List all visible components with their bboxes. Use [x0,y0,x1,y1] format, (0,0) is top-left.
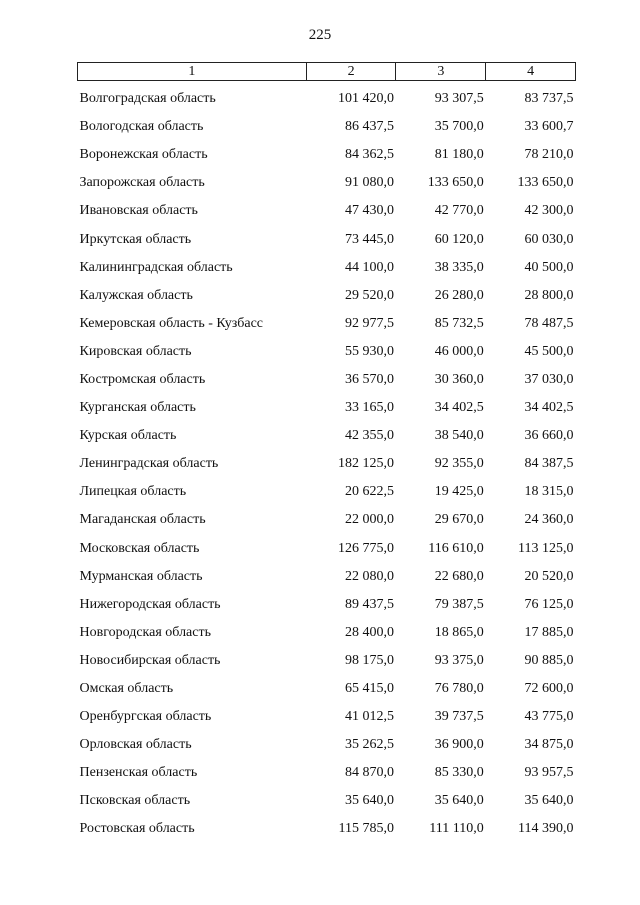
table-row [78,478,576,506]
value-col-2-cell: 55 930,0 [344,343,394,359]
value-col-4-cell: 24 360,0 [524,512,574,528]
value-col-3-cell: 29 670,0 [434,512,484,528]
value-col-4-cell: 34 402,5 [524,400,574,416]
value-col-4-cell: 36 660,0 [524,428,574,444]
value-col-3-cell: 93 307,5 [434,91,484,107]
header-col-3: 3 [396,63,486,81]
value-col-2-cell: 101 420,0 [337,91,394,107]
header-col-4: 4 [486,63,576,81]
table-row [78,731,576,759]
value-col-4-cell: 78 487,5 [524,315,574,331]
value-col-4-cell: 76 125,0 [524,596,574,612]
region-name-cell: Ростовская область [79,821,195,837]
table-row [78,254,576,282]
region-name-cell: Курская область [79,428,177,444]
value-col-4-cell: 78 210,0 [524,147,574,163]
region-name-cell: Костромская область [79,371,206,387]
region-name-cell: Кировская область [79,343,192,359]
region-name-cell: Запорожская область [79,175,205,191]
page-number: 225 [308,27,332,43]
value-col-2-cell: 44 100,0 [344,259,394,275]
table-row [78,563,576,591]
region-name-cell: Калужская область [79,287,193,303]
value-col-4-cell: 37 030,0 [524,371,574,387]
table-row [78,338,576,366]
table-row [78,141,576,169]
value-col-2-cell: 22 000,0 [344,512,394,528]
value-col-2-cell: 84 870,0 [344,765,394,781]
value-col-3-cell: 79 387,5 [434,596,484,612]
value-col-3-cell: 92 355,0 [434,456,484,472]
region-name-cell: Московская область [79,540,200,556]
value-col-4-cell: 133 650,0 [517,175,574,191]
value-col-3-cell: 93 375,0 [434,652,484,668]
value-col-2-cell: 36 570,0 [344,371,394,387]
region-name-cell: Ленинградская область [79,456,219,472]
value-col-2-cell: 20 622,5 [344,484,394,500]
table-row [78,225,576,253]
table-row [78,535,576,563]
table-row [78,703,576,731]
value-col-4-cell: 113 125,0 [518,540,574,556]
region-name-cell: Курганская область [79,400,196,416]
table-row [78,394,576,422]
value-col-3-cell: 133 650,0 [427,175,484,191]
table-row [78,759,576,787]
value-col-4-cell: 90 885,0 [524,652,574,668]
value-col-3-cell: 35 640,0 [434,793,484,809]
value-col-3-cell: 81 180,0 [434,147,484,163]
table-row [78,450,576,478]
value-col-3-cell: 39 737,5 [434,709,484,725]
table-row [78,197,576,225]
value-col-3-cell: 76 780,0 [434,681,484,697]
region-name-cell: Пензенская область [79,765,198,781]
value-col-2-cell: 126 775,0 [337,540,394,556]
value-col-2-cell: 89 437,5 [344,596,394,612]
value-col-4-cell: 114 390,0 [518,821,574,837]
region-name-cell: Омская область [79,681,174,697]
table-row [78,113,576,141]
table-row [78,619,576,647]
value-col-3-cell: 85 732,5 [434,315,484,331]
value-col-2-cell: 98 175,0 [344,652,394,668]
value-col-2-cell: 65 415,0 [344,681,394,697]
table-row [78,787,576,815]
value-col-4-cell: 35 640,0 [524,793,574,809]
value-col-4-cell: 28 800,0 [524,287,574,303]
region-name-cell: Новосибирская область [79,652,221,668]
value-col-4-cell: 60 030,0 [524,231,574,247]
region-name-cell: Иркутская область [79,231,192,247]
table-row [78,282,576,310]
region-name-cell: Кемеровская область - Кузбасс [79,315,264,331]
value-col-4-cell: 45 500,0 [524,343,574,359]
header-col-2: 2 [306,63,396,81]
value-col-3-cell: 60 120,0 [434,231,484,247]
value-col-2-cell: 115 785,0 [338,821,394,837]
value-col-2-cell: 35 640,0 [344,793,394,809]
table-header [78,63,576,81]
table-row [78,647,576,675]
value-col-3-cell: 42 770,0 [434,203,484,219]
value-col-3-cell: 85 330,0 [434,765,484,781]
value-col-3-cell: 30 360,0 [434,371,484,387]
region-name-cell: Воронежская область [79,147,208,163]
value-col-3-cell: 22 680,0 [434,568,484,584]
table-row [78,815,576,843]
value-col-4-cell: 40 500,0 [524,259,574,275]
value-col-3-cell: 34 402,5 [434,400,484,416]
value-col-4-cell: 18 315,0 [524,484,574,500]
value-col-3-cell: 18 865,0 [434,624,484,640]
value-col-4-cell: 42 300,0 [524,203,574,219]
value-col-4-cell: 93 957,5 [524,765,574,781]
region-name-cell: Псковская область [79,793,191,809]
region-name-cell: Липецкая область [79,484,187,500]
header-col-1: 1 [78,63,307,81]
region-name-cell: Новгородская область [79,624,211,640]
value-col-2-cell: 41 012,5 [344,709,394,725]
value-col-2-cell: 42 355,0 [344,428,394,444]
table-row [78,675,576,703]
table-row [78,591,576,619]
table-row [78,422,576,450]
table-row [78,506,576,534]
value-col-3-cell: 38 540,0 [434,428,484,444]
region-name-cell: Магаданская область [79,512,206,528]
region-name-cell: Мурманская область [79,568,203,584]
value-col-4-cell: 20 520,0 [524,568,574,584]
value-col-2-cell: 91 080,0 [344,175,394,191]
value-col-3-cell: 26 280,0 [434,287,484,303]
value-col-2-cell: 33 165,0 [344,400,394,416]
region-name-cell: Вологодская область [79,119,204,135]
value-col-3-cell: 19 425,0 [434,484,484,500]
data-table [77,62,576,844]
value-col-2-cell: 22 080,0 [344,568,394,584]
value-col-4-cell: 84 387,5 [524,456,574,472]
region-name-cell: Ивановская область [79,203,198,219]
region-name-cell: Оренбургская область [79,709,212,725]
value-col-2-cell: 35 262,5 [344,737,394,753]
value-col-3-cell: 111 110,0 [429,821,484,837]
region-name-cell: Калининградская область [79,259,233,275]
region-name-cell: Волгоградская область [79,91,216,107]
value-col-3-cell: 116 610,0 [428,540,484,556]
value-col-3-cell: 38 335,0 [434,259,484,275]
value-col-3-cell: 35 700,0 [434,119,484,135]
table-row [78,366,576,394]
value-col-2-cell: 29 520,0 [344,287,394,303]
region-name-cell: Нижегородская область [79,596,221,612]
value-col-2-cell: 92 977,5 [344,315,394,331]
value-col-4-cell: 33 600,7 [524,119,574,135]
table-row [78,81,576,114]
region-name-cell: Орловская область [79,737,192,753]
table-row [78,310,576,338]
value-col-2-cell: 182 125,0 [337,456,394,472]
value-col-2-cell: 86 437,5 [344,119,394,135]
value-col-3-cell: 46 000,0 [434,343,484,359]
header-row [78,63,576,81]
value-col-2-cell: 84 362,5 [344,147,394,163]
value-col-4-cell: 43 775,0 [524,709,574,725]
value-col-2-cell: 28 400,0 [344,624,394,640]
table-body [78,81,576,844]
value-col-3-cell: 36 900,0 [434,737,484,753]
value-col-4-cell: 34 875,0 [524,737,574,753]
value-col-4-cell: 17 885,0 [524,624,574,640]
value-col-4-cell: 83 737,5 [524,91,574,107]
value-col-2-cell: 47 430,0 [344,203,394,219]
table-row [78,169,576,197]
value-col-4-cell: 72 600,0 [524,681,574,697]
value-col-2-cell: 73 445,0 [344,231,394,247]
